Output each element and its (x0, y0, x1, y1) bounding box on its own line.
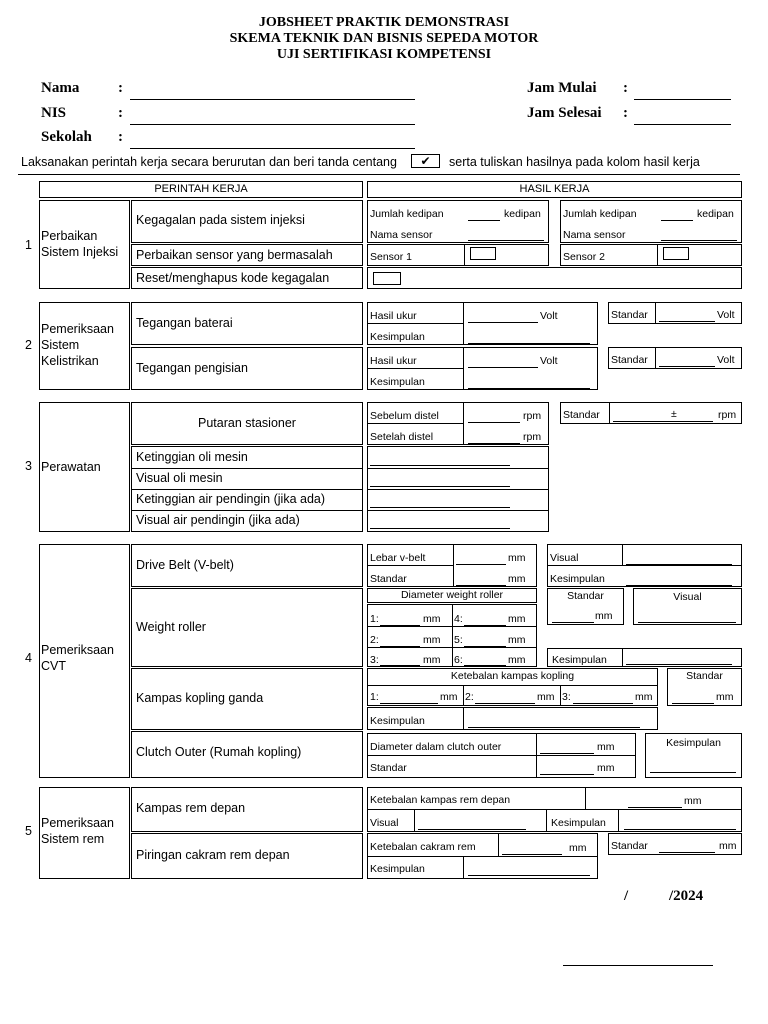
mm-blank[interactable] (540, 753, 594, 754)
task-tegangan-baterai (131, 302, 363, 345)
task-kampas-kopling (131, 668, 363, 730)
task-drive-belt (131, 544, 363, 587)
kesimpulan-roller (547, 648, 742, 667)
hasil-header (367, 181, 742, 198)
unit-label: mm (537, 691, 555, 703)
mm-blank[interactable] (456, 585, 506, 586)
mm-blank[interactable] (672, 703, 714, 704)
kesimpulan-blank[interactable] (468, 343, 590, 344)
standar-label: Standar (611, 354, 648, 366)
row-divider (368, 647, 536, 648)
standar-label: Standar (686, 670, 723, 682)
jumlah-kedipan-label: Jumlah kedipan (370, 208, 444, 220)
cell-divider (464, 245, 465, 265)
unit-label: mm (508, 552, 526, 564)
section-name-line: CVT (41, 659, 66, 673)
cell-divider (655, 348, 656, 368)
kesimpulan-blank[interactable] (468, 727, 640, 728)
sensor-label: Sensor 1 (370, 251, 413, 263)
row-divider (368, 510, 548, 511)
visual-blank[interactable] (638, 622, 736, 623)
kesimpulan-label: Kesimpulan (666, 737, 721, 749)
cell-divider (463, 708, 464, 729)
task-label: Clutch Outer (Rumah kopling) (136, 745, 302, 759)
task-label: Drive Belt (V-belt) (136, 558, 234, 572)
cell-divider (622, 545, 623, 565)
section-name-line: Perbaikan (41, 229, 98, 243)
task-label: Kampas kopling ganda (136, 691, 264, 705)
title-line-3: UJI SERTIFIKASI KOMPETENSI (276, 47, 492, 62)
colon: : (118, 105, 123, 121)
hasil-sensor-2 (560, 244, 742, 266)
roller-index: 4: (454, 613, 463, 625)
task-putaran-stasioner (131, 402, 363, 445)
hasil-ukur-label: Hasil ukur (370, 355, 417, 367)
task-label: Ketinggian oli mesin (136, 450, 248, 464)
cell-divider (368, 423, 463, 424)
row-divider (368, 809, 741, 810)
standar-blank[interactable] (659, 321, 715, 322)
perintah-header-label: PERINTAH KERJA (154, 183, 248, 195)
cell-divider (463, 303, 464, 344)
section-4-name (39, 544, 130, 778)
standar-putaran (560, 402, 742, 424)
kopling-index: 1: (370, 691, 379, 703)
unit-label: mm (595, 610, 613, 622)
cell-divider (548, 565, 741, 566)
unit-label: Volt (717, 309, 735, 321)
hasil-putaran (367, 402, 549, 445)
unit-label: rpm (523, 431, 542, 443)
nama-field[interactable] (130, 99, 415, 100)
title-line-1: JOBSHEET PRAKTIK DEMONSTRASI (258, 15, 510, 30)
nama-sensor-label: Nama sensor (370, 229, 433, 241)
volt-blank[interactable] (468, 367, 538, 368)
kesimpulan-label: Kesimpulan (551, 817, 606, 829)
kesimpulan-kopling (367, 707, 658, 730)
mm-blank[interactable] (456, 564, 506, 565)
section-number: 2 (25, 338, 32, 352)
row-divider (368, 755, 635, 756)
row-divider (132, 510, 362, 511)
cell-divider (622, 649, 623, 666)
colon: : (623, 105, 628, 121)
section-name-line: Pemeriksaan (41, 643, 114, 657)
hasil-kampas-rem (367, 787, 742, 832)
section-name-line: Sistem Injeksi (41, 245, 119, 259)
unit-label: mm (440, 691, 458, 703)
date-year: /2024 (669, 888, 704, 904)
task-kampas-rem (131, 787, 363, 832)
unit-label: kedipan (697, 208, 734, 220)
hasil-pengisian (367, 347, 598, 390)
nama-sensor-label: Nama sensor (563, 229, 626, 241)
task-label: Tegangan baterai (136, 316, 233, 330)
cell-divider (463, 685, 464, 705)
jumlah-kedipan-label: Jumlah kedipan (563, 208, 637, 220)
colon: : (118, 129, 123, 145)
section-name-line: Sistem (41, 338, 80, 352)
task-kegagalan (131, 200, 363, 243)
standar-label: Standar (567, 590, 604, 602)
answer-blank[interactable] (370, 507, 510, 508)
visual-label: Visual (550, 552, 579, 564)
row-divider (368, 856, 597, 857)
jam-selesai-field[interactable] (634, 124, 731, 125)
hasil-header-label: HASIL KERJA (519, 183, 590, 195)
kesimpulan-blank[interactable] (626, 585, 732, 586)
task-label: Perbaikan sensor yang bermasalah (136, 248, 333, 262)
hasil-kampas-kopling (367, 668, 658, 706)
visual-roller (633, 588, 742, 625)
task-label: Reset/menghapus kode kegagalan (136, 271, 330, 285)
section-number: 5 (25, 824, 32, 838)
task-reset (131, 267, 363, 289)
standar-label: Standar (611, 840, 648, 852)
mm-blank[interactable] (502, 854, 562, 855)
row-divider (368, 626, 536, 627)
signature-line[interactable] (563, 965, 713, 966)
answer-blank[interactable] (370, 486, 510, 487)
ketebalan-kopling-label: Ketebalan kampas kopling (450, 670, 575, 682)
section-3-name (39, 402, 130, 532)
roller-index: 6: (454, 654, 463, 666)
unit-label: Volt (540, 355, 558, 367)
unit-label: mm (508, 613, 526, 625)
unit-label: mm (635, 691, 653, 703)
kesimpulan-label: Kesimpulan (370, 863, 425, 875)
visual-drive-belt (547, 544, 742, 587)
unit-label: mm (423, 654, 441, 666)
title-line-2: SKEMA TEKNIK DAN BISNIS SEPEDA MOTOR (229, 31, 539, 46)
kesimpulan-label: Kesimpulan (552, 654, 607, 666)
jam-selesai-label: Jam Selesai (527, 105, 602, 121)
mm-blank[interactable] (573, 703, 633, 704)
hasil-sensor-1 (367, 244, 549, 266)
task-label: Ketinggian air pendingin (jika ada) (136, 492, 326, 506)
mm-blank[interactable] (380, 703, 438, 704)
row-divider (368, 489, 548, 490)
cell-divider (368, 565, 453, 566)
sekolah-label: Sekolah (41, 129, 92, 145)
task-label: Kampas rem depan (136, 801, 246, 815)
task-label: Visual oli mesin (136, 471, 223, 485)
hasil-baterai (367, 302, 598, 345)
hasil-list-perawatan (367, 446, 549, 532)
hasil-kegagalan-2 (560, 200, 742, 243)
date-slash: / (624, 888, 629, 904)
hasil-drive-belt (367, 544, 537, 587)
nama-label: Nama (41, 80, 80, 96)
hasil-reset (367, 267, 742, 289)
cell-divider (655, 303, 656, 323)
instruction-text-end: serta tuliskan hasilnya pada kolom hasil kerja (449, 155, 700, 169)
kesimpulan-label: Kesimpulan (370, 715, 425, 727)
roller-index: 2: (370, 634, 379, 646)
sensor-1-checkbox[interactable] (470, 247, 496, 260)
task-clutch-outer (131, 731, 363, 778)
section-name-line: Perawatan (41, 460, 101, 474)
sebelum-distel-label: Sebelum distel (370, 410, 439, 422)
task-label: Piringan cakram rem depan (136, 848, 290, 862)
mm-blank[interactable] (552, 622, 594, 623)
roller-index: 1: (370, 613, 379, 625)
diameter-roller-label: Diameter weight roller (400, 589, 504, 601)
task-list-perawatan (131, 446, 363, 532)
hasil-clutch-outer (367, 733, 636, 778)
hasil-piringan-cakram (367, 833, 598, 879)
standar-label: Standar (563, 409, 600, 421)
standar-pengisian (608, 347, 742, 369)
sekolah-field[interactable] (130, 148, 415, 149)
unit-label: mm (508, 634, 526, 646)
ketebalan-cakram-label: Ketebalan cakram rem (370, 841, 476, 853)
answer-blank[interactable] (370, 528, 510, 529)
instruction-text: Laksanakan perintah kerja secara berurutan dan beri tanda centang (21, 155, 397, 169)
standar-cakram (608, 833, 742, 855)
kesimpulan-blank[interactable] (626, 664, 732, 665)
nis-field[interactable] (130, 124, 415, 125)
roller-measurements (367, 604, 537, 667)
cell-divider (585, 788, 586, 809)
standar-label: Standar (611, 309, 648, 321)
section-name-line: Sistem rem (41, 832, 105, 846)
nama-sensor-blank[interactable] (661, 240, 737, 241)
jam-mulai-label: Jam Mulai (527, 80, 597, 96)
kesimpulan-blank[interactable] (624, 829, 736, 830)
answer-blank[interactable] (370, 465, 510, 466)
unit-label: rpm (523, 410, 542, 422)
mm-blank[interactable] (628, 807, 682, 808)
kesimpulan-blank[interactable] (468, 388, 590, 389)
roller-index: 5: (454, 634, 463, 646)
lebar-label: Lebar v-belt (370, 552, 426, 564)
mm-blank[interactable] (659, 852, 715, 853)
reset-checkbox[interactable] (373, 272, 401, 285)
kesimpulan-blank[interactable] (650, 772, 736, 773)
row-divider (132, 468, 362, 469)
cell-divider (452, 605, 453, 666)
kedipan-blank[interactable] (468, 220, 500, 221)
row-divider (368, 468, 548, 469)
mm-blank[interactable] (464, 665, 506, 666)
task-piringan-cakram (131, 833, 363, 879)
unit-label: mm (684, 795, 702, 807)
kesimpulan-label: Kesimpulan (550, 573, 605, 585)
diameter-roller-header (367, 588, 537, 603)
visual-label: Visual (370, 817, 399, 829)
visual-label: Visual (673, 591, 702, 603)
diameter-clutch-label: Diameter dalam clutch outer (370, 741, 502, 753)
cell-divider (368, 323, 463, 324)
task-label: Kegagalan pada sistem injeksi (136, 213, 305, 227)
row-divider (132, 489, 362, 490)
task-weight-roller (131, 588, 363, 667)
standar-roller (547, 588, 624, 625)
jam-mulai-field[interactable] (634, 99, 731, 100)
standar-baterai (608, 302, 742, 324)
row-divider (368, 685, 657, 686)
kedipan-blank[interactable] (661, 220, 693, 221)
cell-divider (560, 685, 561, 705)
unit-label: mm (508, 654, 526, 666)
hasil-kegagalan-1 (367, 200, 549, 243)
section-name-line: Kelistrikan (41, 354, 99, 368)
unit-label: mm (423, 634, 441, 646)
section-5-name (39, 787, 130, 879)
cell-divider (498, 834, 499, 856)
cell-divider (463, 856, 464, 878)
unit-label: kedipan (504, 208, 541, 220)
unit-label: Volt (717, 354, 735, 366)
section-number: 1 (25, 238, 32, 252)
nis-label: NIS (41, 105, 67, 121)
ketebalan-rem-label: Ketebalan kampas rem depan (370, 794, 511, 806)
task-label: Putaran stasioner (198, 416, 296, 430)
standar-kopling (667, 668, 742, 706)
colon: : (623, 80, 628, 96)
kopling-index: 2: (465, 691, 474, 703)
visual-blank[interactable] (418, 829, 526, 830)
standar-label: Standar (370, 762, 407, 774)
perintah-header (39, 181, 363, 198)
roller-index: 3: (370, 654, 379, 666)
standar-label: Standar (370, 573, 407, 585)
hasil-ukur-label: Hasil ukur (370, 310, 417, 322)
cell-divider (657, 245, 658, 265)
unit-label: mm (719, 840, 737, 852)
cell-divider (414, 809, 415, 831)
cell-divider (463, 403, 464, 444)
mm-blank[interactable] (380, 665, 420, 666)
task-perbaikan-sensor (131, 244, 363, 266)
cell-divider (453, 545, 454, 586)
section-1-name (39, 200, 130, 289)
cell-divider (618, 809, 619, 831)
kesimpulan-clutch (645, 733, 742, 778)
unit-label: mm (597, 762, 615, 774)
rpm-blank[interactable] (468, 422, 520, 423)
section-number: 3 (25, 459, 32, 473)
task-label: Weight roller (136, 620, 206, 634)
section-name-line: Pemeriksaan (41, 322, 114, 336)
cell-divider (609, 403, 610, 423)
unit-label: mm (569, 842, 587, 854)
unit-label: mm (508, 573, 526, 585)
kesimpulan-blank[interactable] (468, 875, 590, 876)
kopling-index: 3: (562, 691, 571, 703)
standar-blank[interactable] (613, 421, 713, 422)
cell-divider (463, 348, 464, 389)
unit-label: rpm (718, 409, 737, 421)
mm-blank[interactable] (475, 703, 535, 704)
section-number: 4 (25, 651, 32, 665)
volt-blank[interactable] (468, 322, 538, 323)
mm-blank[interactable] (540, 774, 594, 775)
task-label: Tegangan pengisian (136, 361, 248, 375)
rpm-blank[interactable] (468, 443, 520, 444)
setelah-distel-label: Setelah distel (370, 431, 434, 443)
cell-divider (546, 809, 547, 831)
task-tegangan-pengisian (131, 347, 363, 390)
unit-label: mm (716, 691, 734, 703)
unit-label: Volt (540, 310, 558, 322)
cell-divider (368, 368, 463, 369)
section-name-line: Pemeriksaan (41, 816, 114, 830)
plus-minus-symbol: ± (671, 408, 677, 420)
kesimpulan-label: Kesimpulan (370, 376, 425, 388)
sensor-label: Sensor 2 (563, 251, 606, 263)
nama-sensor-blank[interactable] (468, 240, 544, 241)
kesimpulan-label: Kesimpulan (370, 331, 425, 343)
section-2-name (39, 302, 130, 390)
unit-label: mm (423, 613, 441, 625)
sensor-2-checkbox[interactable] (663, 247, 689, 260)
task-label: Visual air pendingin (jika ada) (136, 513, 300, 527)
divider (18, 174, 740, 175)
checkmark-icon: ✔ (411, 154, 440, 168)
unit-label: mm (597, 741, 615, 753)
standar-blank[interactable] (659, 366, 715, 367)
colon: : (118, 80, 123, 96)
